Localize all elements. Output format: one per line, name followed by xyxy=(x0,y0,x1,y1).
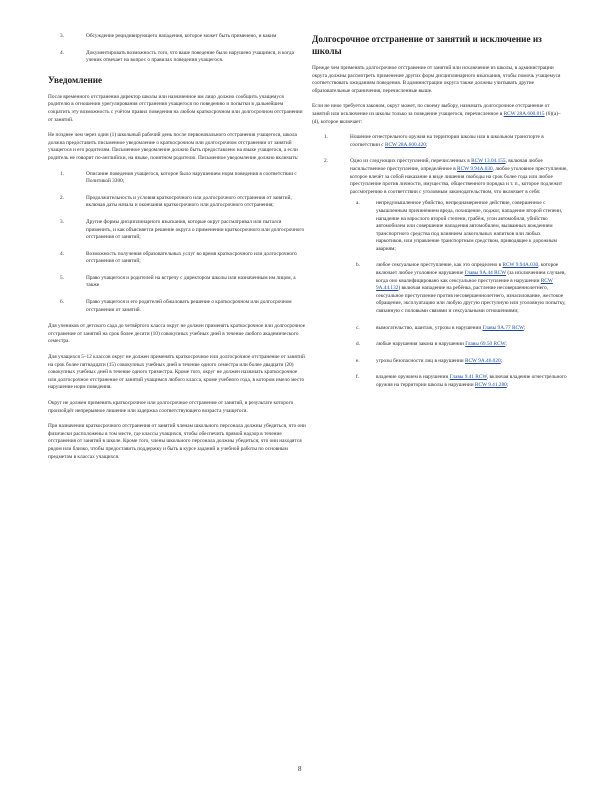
paragraph: При назначении краткосрочного отстранения от занятий членам школьного персонала должны убедиться, что они физически расположены в том месте, где классы учащихся, чтобы обеспечить прямой надзор в течение отстранения от занятий в школе. Кроме того, члены школьного персонала должны убедиться, что они находятся рядом или близко, чтобы предоставить поддержку и быть в курсе заданий и учебной работы по основным предметам в классах учащихся. xyxy=(48,423,306,460)
list-item: f. владение оружием в нарушении Главы 9.41 RCW, включая владение огнестрельного оружия на территории школы в нарушении RCW 9.41.280; xyxy=(356,374,567,388)
paragraph: Прежде чем применять долгосрочное отстранение от занятий или исключение из школы, в администрации округа должны рассмотреть применение других форм дисциплинарного взыскания, чтобы помочь учащемуся соответствовать ожиданиям поведения. В администрации округа также должны учитывать другие образовательные ограничения, перечисленные выше. xyxy=(312,65,561,94)
notice-contents-list xyxy=(48,171,306,315)
list-item: 1. Ношение огнестрельного оружия на территории школы или в школьном транспорте в соответствии с RCW 28A.600.420; xyxy=(324,134,544,148)
list-item: a. непредумышленное убийство, непреднамеренное действие, совершенное с умышленным причинением вреда, похищение, поджог, нападение второй степени, нападение на взрослого второй степени, грабёж, угон автомобиля, убийство автомобилем или совершение нападения автомобилем, вызванных вождением транспортного средства под влиянием алкогольных напитков или любых наркотиков, или управление транспортным средством, приводящее к дорожным авариям; xyxy=(356,200,563,252)
list-item: b. любое сексуальное преступление, как это определено в RCW 9.94A.030, которое включает любое уголовное нарушение Главы 9A.44 RCW (за исключением случаев, когда оно квалифицировано как сексуальное преступление в нарушении RCW 9A.44.132) включая нападение на ребёнка, растление несовершеннолетнего, сексуальное преступление против несовершеннолетнего, изнасилование, жестокое обращение, эксплуатацию или любую другую преступную или уголовную попытку, связанную с половыми связями и сексуальными отношениями; xyxy=(356,262,566,315)
rcw-link[interactable]: RCW 9.94A.030 xyxy=(457,165,493,172)
section-heading-long-term-suspension: Долгосрочное отстранение от занятий и исключение из школы xyxy=(312,34,542,56)
list-item: 2. Одно из следующих преступлений, перечисленных в RCW 13.04.155, включая любое насильственное преступление, определённое в RCW 9.94A.030, любое уголовное преступление, которое влечёт за собой наказание в виде лишения свободы на срок более года или любое преступление против личности, имущества, общественного порядка и т. п., которое подлежит рассмотрению в соответствии с уголовным законодательством, что включает в себя: a. непредумышленное убийство, непреднамеренное действие, совершенное с умышленным причинением вреда, похищение, поджог, нападение второй степени, нападение на взрослого второй степени, грабёж, угон автомобиля, убийство автомобилем или совершение нападения автомобилем, вызванных вождением транспортного средства под влиянием алкогольных напитков или любых наркотиков, или управление транспортным средством, приводящее к дорожным авариям; b. любое сексуальное преступление, как это определено в RCW 9.94A.030, которое включает любое уголовное нарушение Главы 9A.44 RCW (за исключением случаев, когда оно квалифицировано как сексуальное преступление в нарушении RCW 9A.44.132) включая нападение на ребёнка, растление несовершеннолетнего, сексуальное преступление против несовершеннолетнего, изнасилование, жестокое обращение, эксплуатацию или любую другую преступную или уголовную попытку, связанную с половыми связями и сексуальными отношениями; c. вымогательство, шантаж, угрозы в нарушении Главы 9A.77 RCW; d. любые нарушения закона в нарушении Главы 69.50 RCW; e. угрозы безопасности лиц в нарушении RCW 9A.46.020; f. владение оружием в нарушении Главы 9.41 RCW, включая владение огнестрельного оружия на территории школы в нарушении RCW 9.41.280; xyxy=(324,158,568,388)
right-column xyxy=(312,33,568,408)
list-item: 4. Возможность получения образовательных услуг во время краткосрочного или долгосрочного отстранения от занятий; xyxy=(60,250,297,265)
list-item: d. любые нарушения закона в нарушении Главы 69.50 RCW; xyxy=(356,341,507,348)
continued-list xyxy=(48,33,306,65)
paragraph: Для учеников от детского сада до четвёртого класса округ не должен применять краткосрочное или долгосрочное отстранение от занятий на срок более десяти (10) совокупных учебных дней в течение любого академического семестра. xyxy=(48,323,306,345)
list-item: 3. Другие формы дисциплинарного взыскания, которые округ рассматривал или пытался применить, и как объясняется решение округа о применении краткосрочного или долгосрочного отстранения от занятий; xyxy=(60,218,305,241)
paragraph: После временного отстранения директор школы или назначенное им лицо должно сообщить учащемуся родителю в отношении урегулирования отстранения учащегося по поведению и попытки в дальнейшем сократить эту возможность с учётом правил поведения на любом краткосрочном или долгосрочном отстранении от занятий. xyxy=(48,93,303,123)
rcw-link[interactable]: RCW 9.94A.030 xyxy=(502,262,539,269)
list-item: 4. Документировать возможность того, что ваше поведение было нарушено учащимся, и когда ученик отвечает на вопрос о правилах поведения учащегося. xyxy=(60,49,294,64)
list-item: 6. Право учащегося и его родителей обжаловать решение о краткосрочном или долгосрочном отстранении от занятий. xyxy=(60,299,292,313)
rcw-link[interactable]: Главы 69.50 RCW xyxy=(465,341,506,348)
paragraph: Округ не должен применять краткосрочное или долгосрочное отстранение от занятий, в результате которого произойдёт непрерывное лишение или задержка соответствующего возраста учащегося. xyxy=(48,400,294,414)
list-item: 2. Продолжительность и условия краткосрочного или долгосрочного отстранения от занятий, включая даты начала и окончания краткосрочного или долгосрочного отстранения; xyxy=(60,194,292,209)
paragraph: Не позднее чем через один (1) школьный рабочий день после первоначального отстранения учащегося, школа должна предоставить письменное уведомление о краткосрочном или долгосрочном отстранении от занятий учащегося и его родителям. Письменное уведомление должно быть предоставлено на языке учащегося, а если родитель не говорит по-английски, на языке, понятном родителю. Письменное уведомление должно включать: xyxy=(48,132,299,161)
list-item: 5. Право учащегося и родителей на встречу с директором школы или назначенным им лицом, а также xyxy=(60,274,296,289)
list-item: e. угрозы безопасности лиц в нарушении RCW 9A.46.020; xyxy=(356,357,503,364)
list-item: 3. Обсуждение рецидивирующего нападения, которое может быть применено, и каким xyxy=(60,33,277,39)
list-item: c. вымогательство, шантаж, угрозы в нарушении Главы 9A.77 RCW; xyxy=(356,324,526,331)
rcw-link[interactable]: RCW 9.41.280 xyxy=(474,382,507,388)
left-column xyxy=(48,33,306,469)
page-number: 8 xyxy=(298,765,302,773)
rcw-link[interactable]: RCW 28A.600.420 xyxy=(384,141,426,148)
rcw-link[interactable]: RCW 9A.44.132 xyxy=(376,277,553,292)
rcw-link[interactable]: Главы 9A.77 RCW xyxy=(482,324,524,331)
rcw-link[interactable]: Главы 9A.44 RCW xyxy=(464,270,507,277)
section-heading-notification: Уведомление xyxy=(48,74,103,85)
rcw-link[interactable]: Главы 9.41 RCW xyxy=(449,374,487,381)
offense-sub-list xyxy=(350,200,568,389)
rcw-link[interactable]: RCW 9A.46.020 xyxy=(464,357,501,364)
rcw-link[interactable]: RCW 13.04.155 xyxy=(471,158,506,165)
paragraph: Для учащихся 5–12 классов округ не должен применять краткосрочное или долгосрочное отстранение от занятий на срок более пятнадцати (15) совокупных учебных дней в течение одного семестра или более двадцати (20) совокупных учебных дней в течение одного триместра. Кроме того, округ не должен назначать краткосрочное или долгосрочное отстранение от занятий учащимся любого класса, кроме учебного года, в котором имело место нарушение норм поведения. xyxy=(48,354,305,391)
paragraph: Если не иное требуется законом, округ может, по своему выбору, назначать долгосрочное отстранение от занятий или исключение из школы только за поведение учащегося, перечисленное в RCW 28A.600.015 (6)(a)–(d), которое включает: xyxy=(312,103,561,125)
list-item: 1. Описание поведения учащегося, которое было нарушением норм поведения в соответствии с Политикой 3300; xyxy=(60,170,297,185)
offense-list xyxy=(312,134,568,398)
rcw-link[interactable]: RCW 28A.600.015 xyxy=(503,110,545,117)
